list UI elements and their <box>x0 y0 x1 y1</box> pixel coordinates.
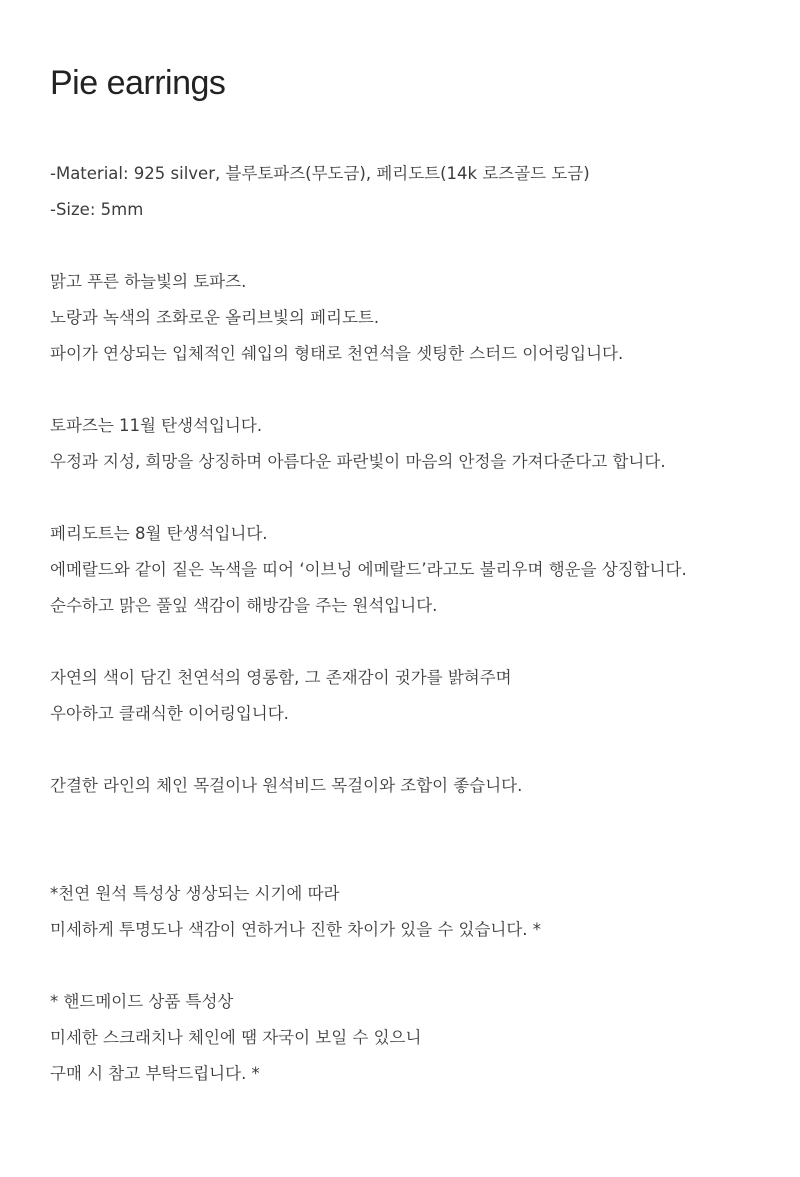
spacer <box>50 948 790 984</box>
peridot-line: 에메랄드와 같이 짙은 녹색을 띠어 ‘이브닝 에메랄드’라고도 불리우며 행운을 상징합니다. <box>50 560 687 579</box>
description-body <box>50 156 790 1092</box>
peridot-line: 순수하고 맑은 풀잎 색감이 해방감을 주는 원석입니다. <box>50 596 438 615</box>
spacer <box>50 732 790 768</box>
spacer <box>50 228 790 264</box>
pairing-line: 간결한 라인의 체인 목걸이나 원석비드 목걸이와 조합이 좋습니다. <box>50 776 523 795</box>
topaz-line: 토파즈는 11월 탄생석입니다. <box>50 416 263 435</box>
topaz-line: 우정과 지성, 희망을 상징하며 아름다운 파란빛이 마음의 안정을 가져다준다고 합니다. <box>50 452 666 471</box>
nature-line: 우아하고 클래식한 이어링입니다. <box>50 704 289 723</box>
spacer <box>50 372 790 408</box>
intro-line: 파이가 연상되는 입체적인 쉐입의 형태로 천연석을 셋팅한 스터드 이어링입니다. <box>50 344 624 363</box>
notice-stone-line: *천연 원석 특성상 생상되는 시기에 따라 <box>50 884 340 903</box>
spacer <box>50 804 790 876</box>
spacer <box>50 624 790 660</box>
spacer <box>50 480 790 516</box>
nature-line: 자연의 색이 담긴 천연석의 영롱함, 그 존재감이 귓가를 밝혀주며 <box>50 668 512 687</box>
size-spec: -Size: 5mm <box>50 200 144 219</box>
intro-line: 노랑과 녹색의 조화로운 올리브빛의 페리도트. <box>50 308 380 327</box>
intro-line: 맑고 푸른 하늘빛의 토파즈. <box>50 272 247 291</box>
notice-handmade-line: 미세한 스크래치나 체인에 땜 자국이 보일 수 있으니 <box>50 1028 422 1047</box>
material-spec: -Material: 925 silver, 블루토파즈(무도금), 페리도트(14k 로즈골드 도금) <box>50 164 590 183</box>
product-title: Pie earrings <box>50 64 226 102</box>
notice-stone-line: 미세하게 투명도나 색감이 연하거나 진한 차이가 있을 수 있습니다. * <box>50 920 542 939</box>
notice-handmade-line: 구매 시 참고 부탁드립니다. * <box>50 1064 260 1083</box>
peridot-line: 페리도트는 8월 탄생석입니다. <box>50 524 268 543</box>
notice-handmade-line: * 핸드메이드 상품 특성상 <box>50 992 234 1011</box>
